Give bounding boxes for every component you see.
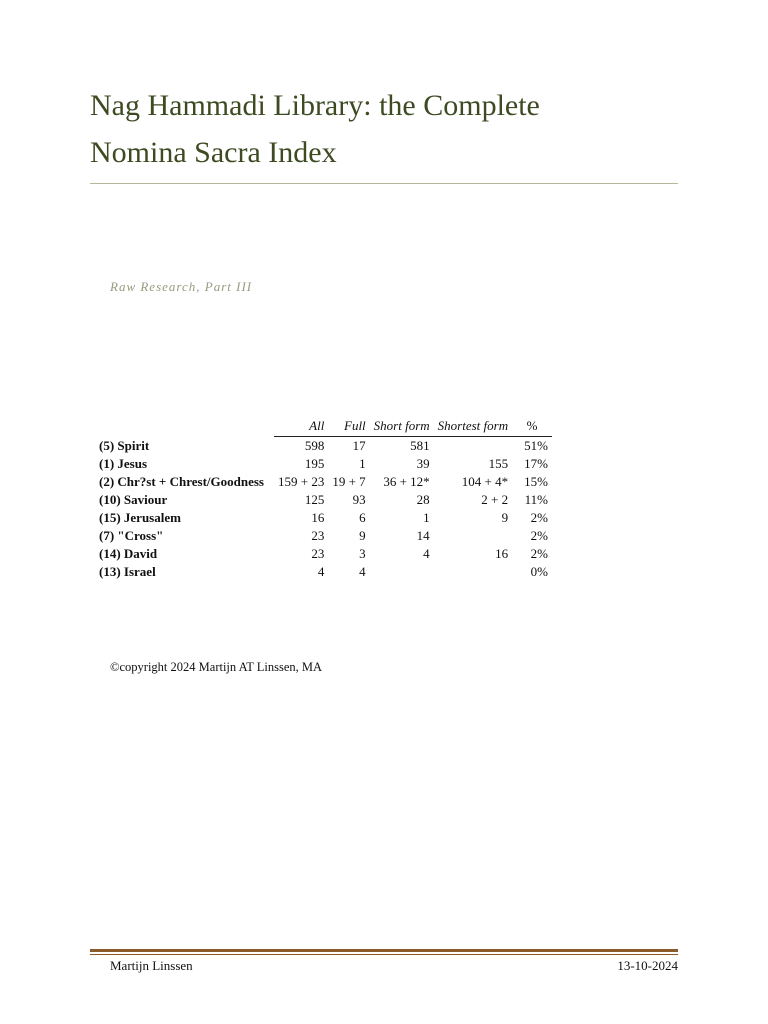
table-row — [95, 455, 552, 473]
cell-full: 93 — [352, 492, 366, 507]
footer-date: 13-10-2024 — [617, 958, 678, 973]
header-shortest-form: Shortest form — [434, 417, 512, 437]
document-subtitle: Raw Research, Part III — [110, 279, 253, 294]
cell-short-form: 36 + 12* — [383, 474, 430, 489]
header-label-column — [95, 417, 274, 437]
cell-all: 125 — [304, 492, 325, 507]
row-label: (7) "Cross" — [99, 528, 164, 543]
table-row — [95, 527, 552, 545]
cell-short-form: 581 — [410, 438, 430, 453]
cell-all: 598 — [304, 438, 325, 453]
cell-shortest-form: 2 + 2 — [481, 492, 509, 507]
cell-short-form: 4 — [423, 546, 430, 561]
cell-all: 23 — [311, 546, 325, 561]
row-label: (5) Spirit — [99, 437, 150, 453]
cell-full: 6 — [359, 510, 366, 525]
cell-percent: 15% — [524, 474, 548, 489]
table-row — [95, 509, 552, 527]
table-body — [95, 437, 552, 582]
table-row — [95, 491, 552, 509]
row-label: (1) Jesus — [99, 456, 148, 471]
cell-short-form: 14 — [416, 528, 430, 543]
cell-all: 195 — [304, 456, 325, 471]
header-percent: % — [512, 417, 552, 437]
row-label: (15) Jerusalem — [99, 510, 181, 525]
cell-percent: 2% — [530, 528, 548, 543]
title-divider — [90, 183, 678, 184]
table-row — [95, 545, 552, 563]
cell-full: 3 — [359, 546, 366, 561]
cell-percent: 17% — [524, 456, 548, 471]
cell-percent: 2% — [530, 510, 548, 525]
row-label: (2) Chr?st + Chrest/Goodness — [99, 474, 264, 489]
cell-short-form: 28 — [416, 492, 430, 507]
cell-short-form: 1 — [423, 510, 430, 525]
cell-full: 4 — [359, 564, 366, 579]
cell-percent: 51% — [524, 438, 548, 453]
cell-shortest-form: 9 — [501, 510, 509, 525]
table-row — [95, 473, 552, 491]
cell-percent: 2% — [530, 546, 548, 561]
cell-shortest-form — [434, 527, 512, 545]
cell-percent: 11% — [524, 492, 548, 507]
cell-all: 159 + 23 — [277, 474, 325, 489]
cell-shortest-form — [434, 563, 512, 581]
cell-percent: 0% — [530, 564, 548, 579]
cell-shortest-form: 155 — [488, 456, 509, 471]
footer-author: Martijn Linssen — [110, 958, 193, 973]
cell-all: 16 — [311, 510, 325, 525]
cell-shortest-form — [434, 437, 512, 456]
header-full: Full — [328, 417, 369, 437]
copyright-notice: ©copyright 2024 Martijn AT Linssen, MA — [110, 660, 323, 674]
row-label: (10) Saviour — [99, 492, 168, 507]
table-row — [95, 563, 552, 581]
title-line-1: Nag Hammadi Library: the Complete — [90, 89, 540, 122]
nomina-sacra-table — [95, 417, 552, 581]
cell-full: 17 — [352, 438, 366, 453]
cell-shortest-form: 104 + 4* — [461, 474, 509, 489]
document-title — [90, 82, 690, 176]
header-short-form: Short form — [370, 417, 434, 437]
table-row — [95, 437, 552, 456]
cell-full: 1 — [359, 456, 366, 471]
header-all: All — [274, 417, 328, 437]
table-header-row — [95, 417, 552, 437]
footer-divider — [90, 949, 678, 952]
cell-all: 4 — [317, 564, 325, 579]
footer-divider-thin — [90, 954, 678, 955]
cell-short-form — [370, 563, 434, 581]
cell-full: 19 + 7 — [332, 474, 366, 489]
row-label: (13) Israel — [99, 564, 156, 579]
cell-full: 9 — [359, 528, 366, 543]
title-line-2: Nomina Sacra Index — [90, 136, 337, 169]
cell-shortest-form: 16 — [495, 546, 509, 561]
cell-all: 23 — [311, 528, 325, 543]
cell-short-form: 39 — [416, 456, 430, 471]
row-label: (14) David — [99, 546, 158, 561]
